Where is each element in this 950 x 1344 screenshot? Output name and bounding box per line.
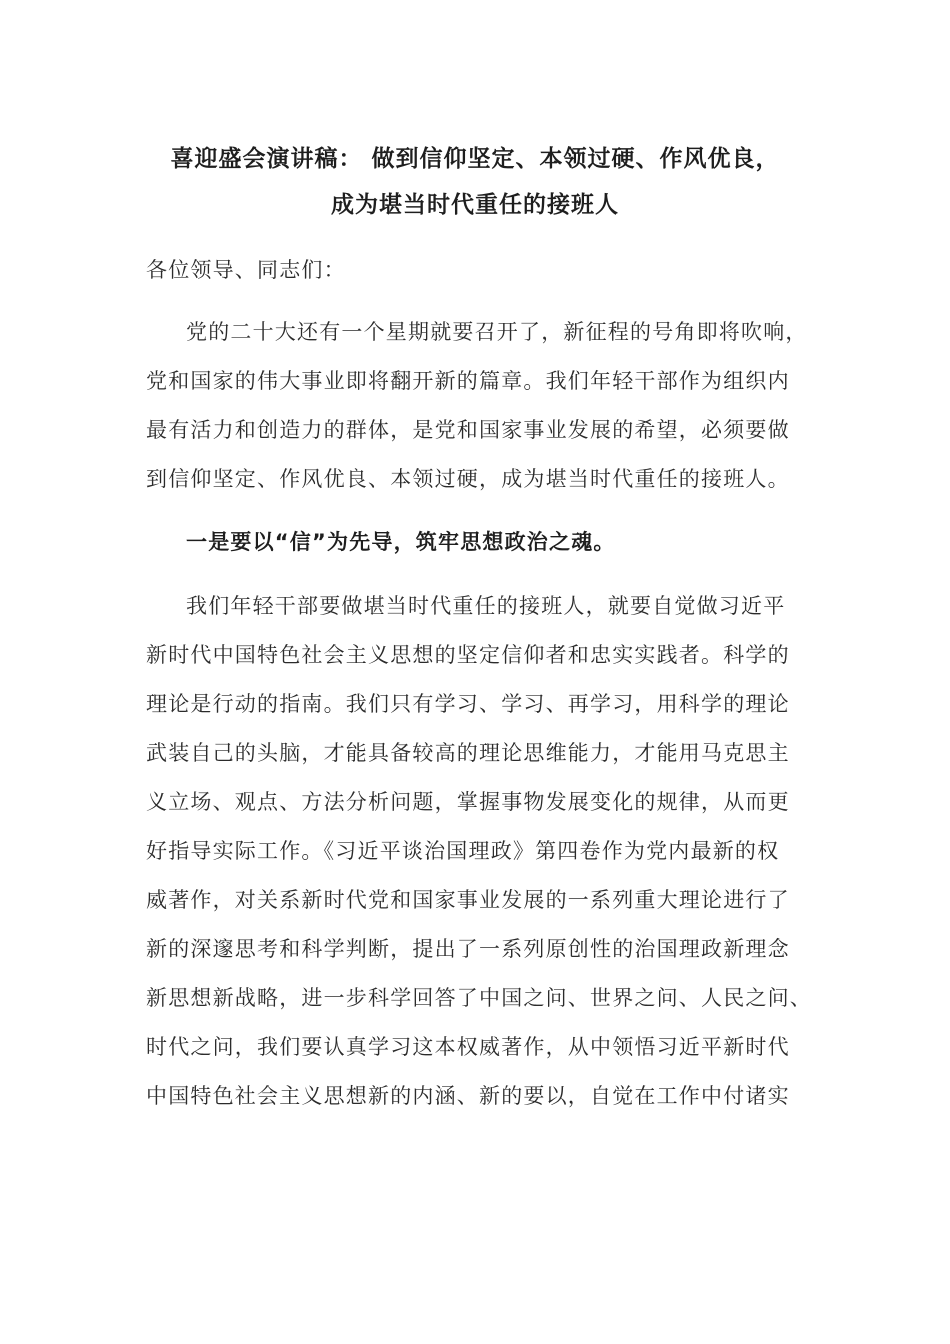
- paragraph-line: 新思想新战略，进一步科学回答了中国之问、世界之问、人民之问、: [146, 986, 812, 1010]
- salutation: 各位领导、同志们：: [146, 258, 346, 282]
- paragraph-line: 到信仰坚定、作风优良、本领过硬，成为堪当时代重任的接班人。: [146, 467, 790, 491]
- paragraph-line: 党和国家的伟大事业即将翻开新的篇章。我们年轻干部作为组织内: [146, 369, 790, 393]
- paragraph-line: 最有活力和创造力的群体，是党和国家事业发展的希望，必须要做: [146, 418, 790, 442]
- paragraph-line: 新时代中国特色社会主义思想的坚定信仰者和忠实实践者。科学的: [146, 643, 790, 667]
- title-line-1: 喜迎盛会演讲稿： 做到信仰坚定、本领过硬、作风优良，: [170, 146, 780, 172]
- paragraph-line: 新的深邃思考和科学判断，提出了一系列原创性的治国理政新理念: [146, 937, 790, 961]
- paragraph-line: 时代之问，我们要认真学习这本权威著作，从中领悟习近平新时代: [146, 1035, 790, 1059]
- section-heading: 一是要以“信”为先导，筑牢思想政治之魂。: [186, 530, 616, 554]
- paragraph-line: 好指导实际工作。《习近平谈治国理政》第四卷作为党内最新的权: [146, 839, 780, 863]
- paragraph-line: 党的二十大还有一个星期就要召开了，新征程的号角即将吹响，: [186, 320, 808, 344]
- paragraph-line: 我们年轻干部要做堪当时代重任的接班人，就要自觉做习近平: [186, 594, 786, 618]
- paragraph-line: 义立场、观点、方法分析问题，掌握事物发展变化的规律，从而更: [146, 790, 790, 814]
- paragraph-line: 威著作，对关系新时代党和国家事业发展的一系列重大理论进行了: [146, 888, 790, 912]
- title-line-2: 成为堪当时代重任的接班人: [331, 192, 619, 218]
- paragraph-line: 武装自己的头脑，才能具备较高的理论思维能力，才能用马克思主: [146, 741, 790, 765]
- paragraph-line: 中国特色社会主义思想新的内涵、新的要以，自觉在工作中付诸实: [146, 1084, 790, 1108]
- paragraph-line: 理论是行动的指南。我们只有学习、学习、再学习，用科学的理论: [146, 692, 790, 716]
